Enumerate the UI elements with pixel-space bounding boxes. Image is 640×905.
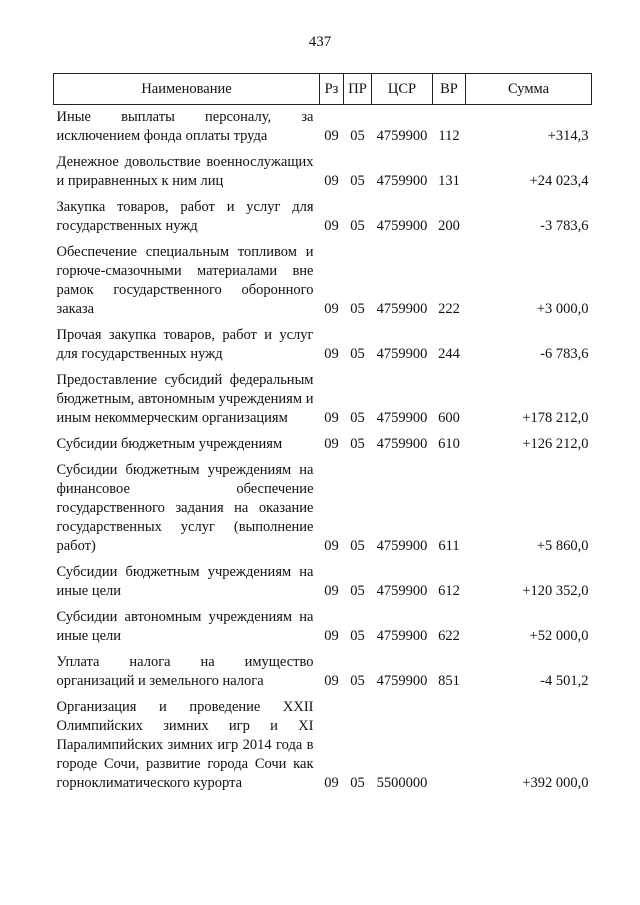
row-pr: 05 xyxy=(350,436,365,452)
row-name: Прочая закупка товаров, работ и услуг для государственных нужд xyxy=(56,327,314,362)
table-row xyxy=(54,605,592,650)
row-csr: 4759900 xyxy=(376,538,428,554)
row-csr: 4759900 xyxy=(376,128,428,144)
row-name: Субсидии бюджетным учреждениям xyxy=(56,436,283,452)
row-vr: 112 xyxy=(438,128,460,144)
header-vr: ВР xyxy=(433,74,466,105)
table-row xyxy=(54,240,592,323)
row-rz: 09 xyxy=(324,128,339,144)
row-sum: +126 212,0 xyxy=(522,436,589,452)
row-pr: 05 xyxy=(350,301,365,317)
row-pr: 05 xyxy=(350,673,365,689)
row-rz: 09 xyxy=(324,673,339,689)
row-sum: +178 212,0 xyxy=(522,410,589,426)
row-csr: 4759900 xyxy=(376,583,428,599)
row-csr: 4759900 xyxy=(376,173,428,189)
table-row xyxy=(54,368,592,432)
table-row xyxy=(54,105,592,151)
row-sum: -4 501,2 xyxy=(540,673,589,689)
table-row xyxy=(54,560,592,605)
row-pr: 05 xyxy=(350,538,365,554)
table-row xyxy=(54,458,592,560)
row-sum: -6 783,6 xyxy=(540,346,589,362)
row-pr: 05 xyxy=(350,128,365,144)
row-pr: 05 xyxy=(350,410,365,426)
row-rz: 09 xyxy=(324,583,339,599)
row-name: Предоставление субсидий федеральным бюджетным, автономным учреждениям и иным некоммерческим организациям xyxy=(56,372,314,426)
table-row xyxy=(54,432,592,458)
row-rz: 09 xyxy=(324,628,339,644)
row-csr: 4759900 xyxy=(376,346,428,362)
row-pr: 05 xyxy=(350,218,365,234)
row-vr: 851 xyxy=(438,673,460,689)
row-csr: 4759900 xyxy=(376,673,428,689)
table-row xyxy=(54,650,592,695)
row-sum: +52 000,0 xyxy=(529,628,589,644)
row-vr: 244 xyxy=(438,346,460,362)
row-vr: 200 xyxy=(438,218,460,234)
row-csr: 5500000 xyxy=(376,775,428,791)
row-name: Субсидии бюджетным учреждениям на иные цели xyxy=(56,564,314,599)
table-header-row xyxy=(54,74,592,105)
row-vr: 222 xyxy=(438,301,460,317)
row-sum: -3 783,6 xyxy=(540,218,589,234)
row-rz: 09 xyxy=(324,346,339,362)
row-pr: 05 xyxy=(350,346,365,362)
table-row xyxy=(54,150,592,195)
row-name: Иные выплаты персоналу, за исключением фонда оплаты труда xyxy=(56,109,314,144)
header-pr: ПР xyxy=(344,74,372,105)
row-name: Субсидии бюджетным учреждениям на финансовое обеспечение государственного задания на оказание государственных услуг (выполнение работ) xyxy=(56,462,314,554)
row-rz: 09 xyxy=(324,410,339,426)
row-name: Субсидии автономным учреждениям на иные цели xyxy=(56,609,314,644)
row-sum: +5 860,0 xyxy=(536,538,589,554)
table-row xyxy=(54,195,592,240)
row-vr xyxy=(433,695,466,797)
row-name: Закупка товаров, работ и услуг для государственных нужд xyxy=(56,199,314,234)
row-rz: 09 xyxy=(324,538,339,554)
row-name: Уплата налога на имущество организаций и земельного налога xyxy=(56,654,314,689)
row-sum: +3 000,0 xyxy=(536,301,589,317)
budget-table xyxy=(53,73,592,797)
row-vr: 612 xyxy=(438,583,460,599)
row-vr: 131 xyxy=(438,173,460,189)
row-sum: +24 023,4 xyxy=(529,173,589,189)
header-name: Наименование xyxy=(54,74,320,105)
row-csr: 4759900 xyxy=(376,436,428,452)
row-pr: 05 xyxy=(350,173,365,189)
row-rz: 09 xyxy=(324,218,339,234)
row-vr: 622 xyxy=(438,628,460,644)
row-sum: +392 000,0 xyxy=(522,775,589,791)
row-sum: +120 352,0 xyxy=(522,583,589,599)
row-name: Организация и проведение XXII Олимпийских зимних игр и XI Паралимпийских зимних игр 2014 года в городе Сочи, развитие города Сочи как горноклиматического курорта xyxy=(56,699,314,791)
row-pr: 05 xyxy=(350,628,365,644)
row-vr: 611 xyxy=(438,538,460,554)
row-name: Денежное довольствие военнослужащих и приравненных к ним лиц xyxy=(56,154,314,189)
row-sum: +314,3 xyxy=(547,128,589,144)
row-rz: 09 xyxy=(324,436,339,452)
row-pr: 05 xyxy=(350,775,365,791)
row-rz: 09 xyxy=(324,173,339,189)
row-vr: 610 xyxy=(438,436,460,452)
row-csr: 4759900 xyxy=(376,410,428,426)
row-pr: 05 xyxy=(350,583,365,599)
header-rz: Рз xyxy=(320,74,344,105)
row-rz: 09 xyxy=(324,775,339,791)
row-name: Обеспечение специальным топливом и горюче-смазочными материалами вне рамок государственного оборонного заказа xyxy=(56,244,314,317)
table-row xyxy=(54,695,592,797)
row-csr: 4759900 xyxy=(376,301,428,317)
row-csr: 4759900 xyxy=(376,218,428,234)
header-csr: ЦСР xyxy=(372,74,433,105)
row-vr: 600 xyxy=(438,410,460,426)
row-rz: 09 xyxy=(324,301,339,317)
page-number: 437 xyxy=(308,34,332,50)
table-row xyxy=(54,323,592,368)
row-csr: 4759900 xyxy=(376,628,428,644)
header-sum: Сумма xyxy=(466,74,592,105)
